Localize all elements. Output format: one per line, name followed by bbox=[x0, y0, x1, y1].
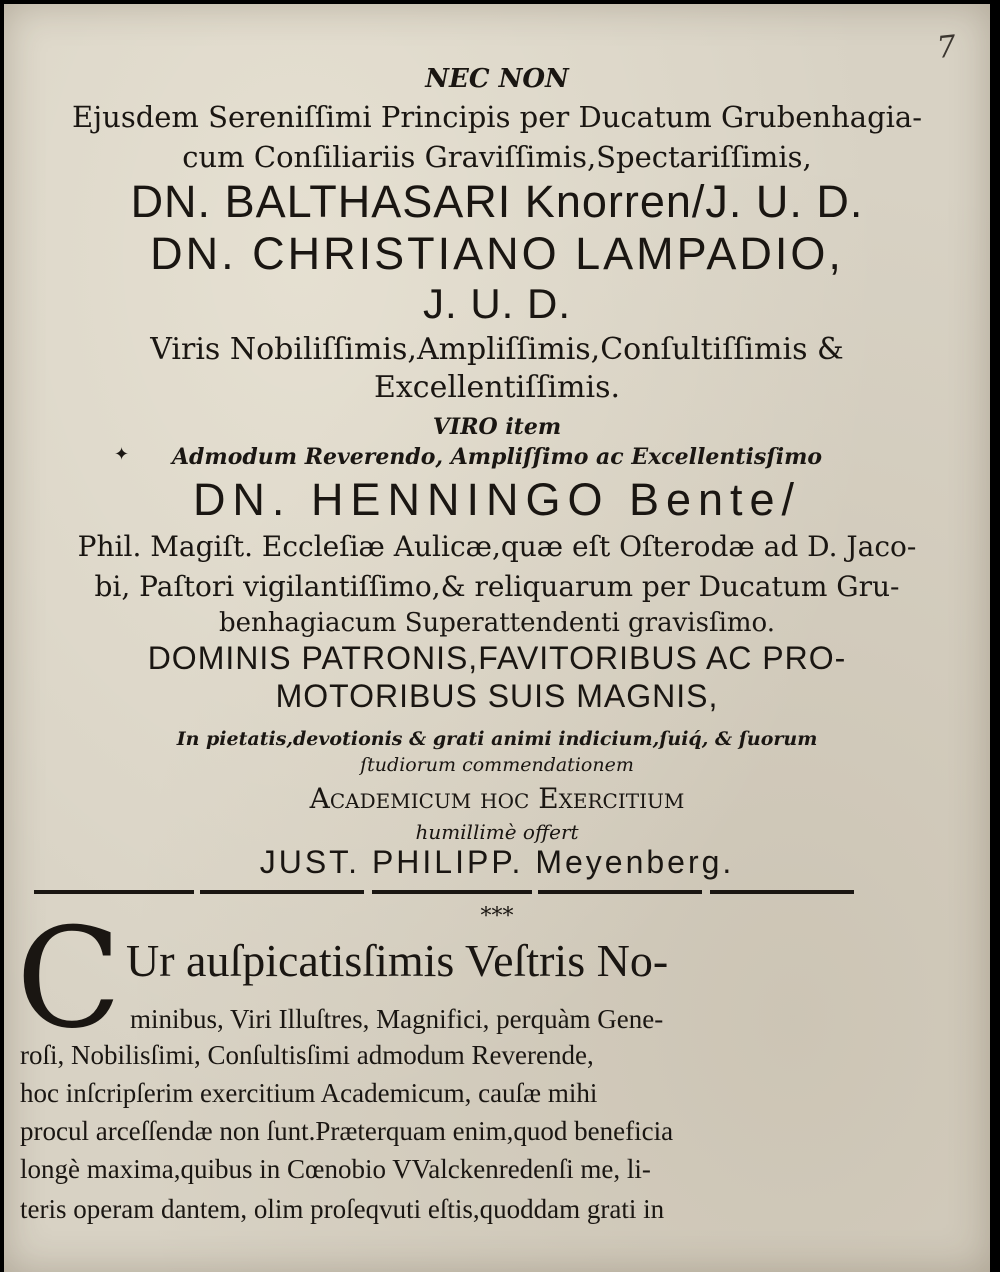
phil-line-1: Phil. Magiſt. Eccleſiæ Aulicæ,quæ eſt Oſterodæ ad D. Jaco- bbox=[77, 530, 917, 563]
body-line-6: longè maxima,quibus in Cœnobio VValckenredenſi me, li- bbox=[20, 1154, 651, 1184]
drop-cap: C bbox=[16, 898, 122, 1059]
viro-item: VIRO item bbox=[432, 414, 562, 440]
body-line-1: Ur auſpicatisſimis Veſtris No- bbox=[126, 935, 669, 986]
body-line-7: teris operam dantem, olim proſeqvuti eſtis,quoddam grati in bbox=[20, 1194, 665, 1224]
humillime-line: humillimè offert bbox=[415, 820, 579, 844]
name-christiano: DN. CHRISTIANO LAMPADIO, bbox=[150, 228, 844, 279]
asterisk-mark: ✦ bbox=[114, 444, 130, 465]
viris-line-2: Excellentiſſimis. bbox=[373, 370, 621, 405]
heading-line-2: cum Conſiliariis Graviſſimis,Spectariſſimis, bbox=[182, 140, 812, 174]
pietatis-line-1: In pietatis,devotionis & grati animi indicium,ſuiq́, & ſuorum bbox=[176, 728, 818, 750]
academicum-line: Academicum hoc Exercitium bbox=[309, 782, 685, 815]
divider-rule bbox=[34, 890, 854, 894]
phil-line-3: benhagiacum Superattendenti gravisſimo. bbox=[218, 608, 776, 638]
nec-non: NEC NON bbox=[425, 64, 569, 94]
name-henningo: DN. HENNINGO Bente/ bbox=[192, 474, 802, 525]
degree-jud: J. U. D. bbox=[422, 280, 571, 327]
dominis-line-2: MOTORIBUS SUIS MAGNIS, bbox=[275, 678, 719, 714]
body-line-2: minibus, Viri Illuſtres, Magnifici, perquàm Gene- bbox=[130, 1004, 664, 1034]
phil-line-2: bi, Paſtori vigilantiſſimo,& reliquarum per Ducatum Gru- bbox=[94, 570, 900, 603]
author-line: JUST. PHILIPP. Meyenberg. bbox=[259, 844, 735, 880]
document-page bbox=[4, 4, 990, 1272]
ornament-stars: *** bbox=[480, 904, 514, 929]
body-line-4: hoc inſcripſerim exercitium Academicum, cauſæ mihi bbox=[20, 1078, 598, 1108]
name-balthasar: DN. BALTHASARI Knorren/J. U. D. bbox=[130, 176, 864, 227]
viris-line-1: Viris Nobiliſſimis,Ampliſſimis,Conſultiſſimis & bbox=[150, 332, 844, 367]
folio-number: 7 bbox=[935, 29, 958, 66]
body-line-5: procul arceſſendæ non ſunt.Præterquam enim,quod beneficia bbox=[20, 1116, 674, 1146]
body-line-3: roſi, Nobilisſimi, Conſultisſimi admodum Reverende, bbox=[20, 1040, 594, 1070]
admodum-line: Admodum Reverendo, Ampliſſimo ac Excellentisſimo bbox=[171, 444, 823, 470]
heading-line-1: Ejusdem Sereniſſimi Principis per Ducatum Grubenhagia- bbox=[71, 100, 922, 134]
pietatis-line-2: ſtudiorum commendationem bbox=[360, 754, 634, 776]
dominis-line-1: DOMINIS PATRONIS,FAVITORIBUS AC PRO- bbox=[147, 640, 847, 676]
